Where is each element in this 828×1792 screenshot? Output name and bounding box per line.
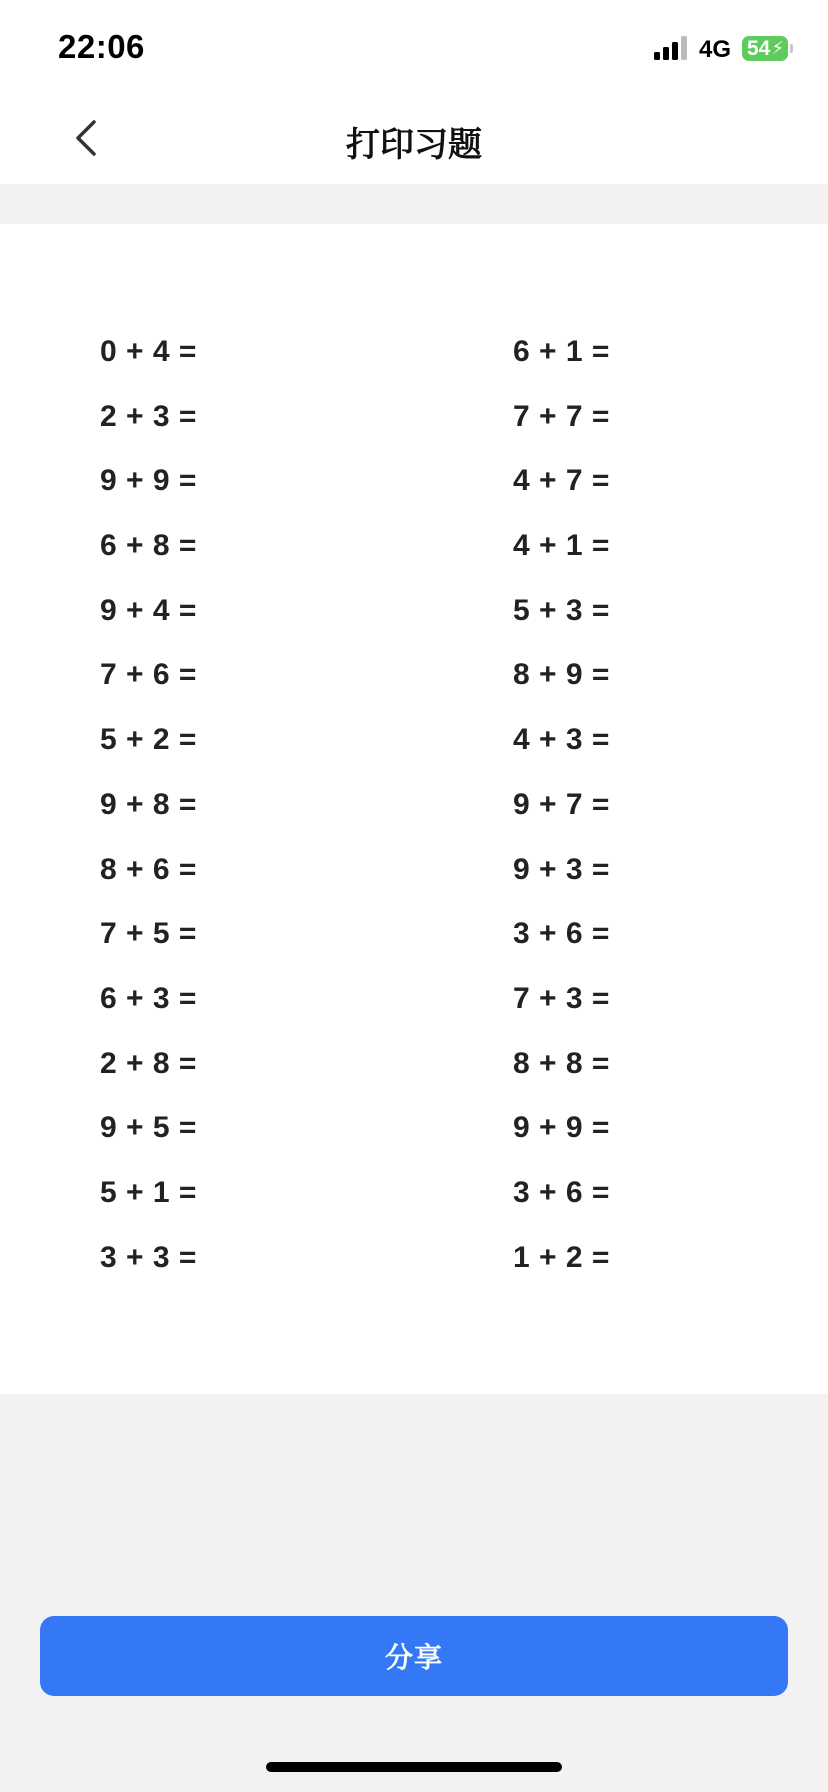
- problem-item: 7 + 6 =: [100, 658, 197, 692]
- problem-item: 1 + 2 =: [513, 1240, 610, 1274]
- problem-item: 9 + 7 =: [513, 787, 610, 821]
- signal-bars-icon: [654, 36, 690, 60]
- problem-item: 7 + 7 =: [513, 399, 610, 433]
- battery-charging-icon: [742, 36, 788, 61]
- problem-item: 3 + 3 =: [100, 1240, 197, 1274]
- problem-item: 3 + 6 =: [513, 917, 610, 951]
- problem-item: 4 + 1 =: [513, 529, 610, 563]
- problem-item: 6 + 8 =: [100, 529, 197, 563]
- problem-grid: [100, 334, 720, 1304]
- problem-item: 0 + 4 =: [100, 335, 197, 368]
- nav-bar: [0, 92, 828, 184]
- status-bar: [0, 0, 828, 92]
- share-button[interactable]: 分享: [40, 1616, 788, 1696]
- battery-cap: [790, 44, 793, 53]
- problem-item: 5 + 2 =: [100, 723, 197, 757]
- bolt-icon: ⚡: [771, 38, 784, 58]
- home-indicator[interactable]: [266, 1762, 562, 1772]
- problem-item: 8 + 6 =: [100, 852, 197, 886]
- status-time: 22:06: [58, 28, 145, 65]
- problem-item: 9 + 4 =: [100, 593, 197, 627]
- worksheet: [0, 224, 828, 1394]
- problem-item: 8 + 9 =: [513, 658, 610, 692]
- problem-item: 4 + 7 =: [513, 464, 610, 498]
- battery-level: 54: [747, 37, 771, 60]
- problem-item: 5 + 1 =: [100, 1175, 197, 1209]
- problem-item: 6 + 3 =: [100, 981, 197, 1015]
- problem-item: 9 + 8 =: [100, 787, 197, 821]
- problem-item: 9 + 9 =: [513, 1111, 610, 1145]
- problem-item: 4 + 3 =: [513, 723, 610, 757]
- problem-item: 9 + 9 =: [100, 464, 197, 498]
- network-type: 4G: [699, 36, 732, 63]
- problem-item: 7 + 3 =: [513, 981, 610, 1015]
- problem-item: 2 + 8 =: [100, 1046, 197, 1080]
- problem-item: 2 + 3 =: [100, 399, 197, 433]
- problem-item: 8 + 8 =: [513, 1046, 610, 1080]
- problem-item: 7 + 5 =: [100, 917, 197, 951]
- problem-item: 9 + 5 =: [100, 1111, 197, 1145]
- problem-item: 9 + 3 =: [513, 852, 610, 886]
- page-title: 打印习题: [346, 126, 482, 164]
- problem-item: 3 + 6 =: [513, 1175, 610, 1209]
- problem-item: 5 + 3 =: [513, 593, 610, 627]
- problem-item: 6 + 1 =: [513, 335, 610, 368]
